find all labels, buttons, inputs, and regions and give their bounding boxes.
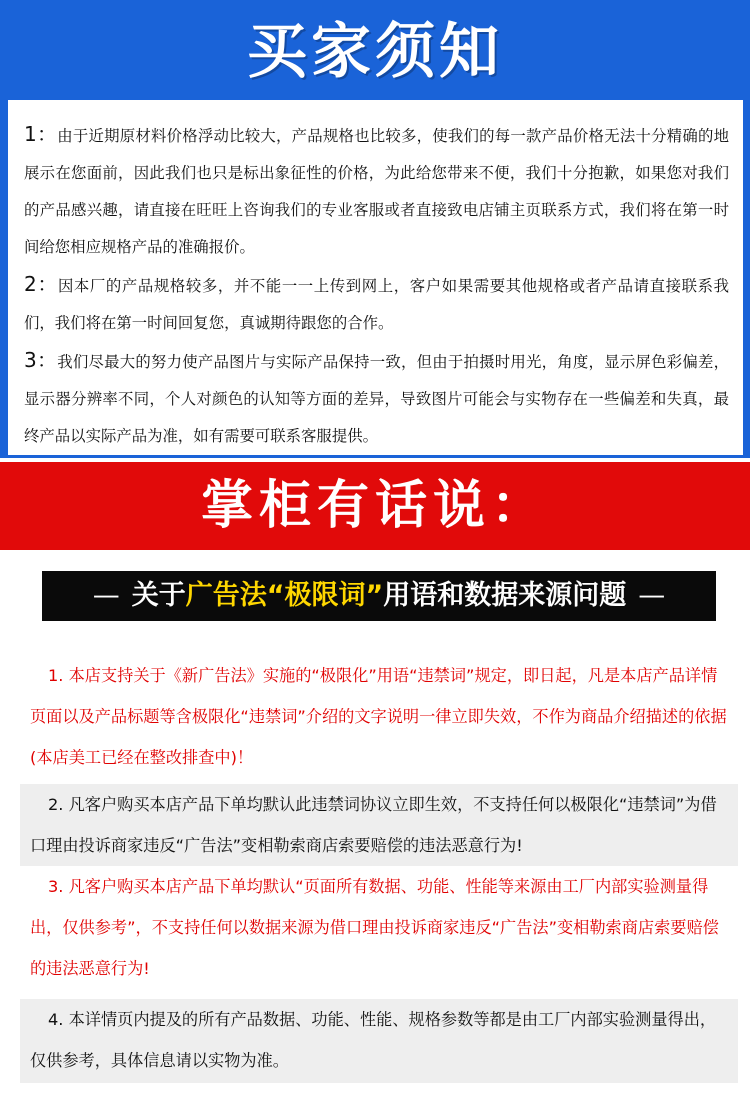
notice-item-1: [24, 116, 729, 266]
notice-item-text: 由于近期原材料价格浮动比较大，产品规格也比较多，使我们的每一款产品价格无法十分精确的地展示在您面前，因此我们也只是标出象征性的价格，为此给您带来不便，我们十分抱歉，如果您对我们的产品感兴趣，请直接在旺旺上咨询我们的专业客服或者直接致电店铺主页联系方式，我们将在第一时间给您相应规格产品的准确报价。: [24, 127, 729, 256]
subtitle-part-highlight: 广告法“极限词”: [185, 580, 384, 611]
subtitle-part-about: 关于: [131, 580, 186, 611]
ad-law-subtitle-bar: [42, 571, 716, 621]
subtitle-dash-left: —: [92, 580, 120, 611]
rule-item-3: [20, 866, 738, 989]
notice-item-2: [24, 266, 729, 342]
notice-item-text: 我们尽最大的努力使产品图片与实际产品保持一致，但由于拍摄时用光，角度，显示屏色彩偏差，显示器分辨率不同，个人对颜色的认知等方面的差异，导致图片可能会与实物存在一些偏差和失真，最终产品以实际产品为准，如有需要可联系客服提供。: [24, 353, 729, 445]
rule-item-2: [20, 784, 738, 866]
notice-item-3: [24, 342, 729, 455]
rule-item-1: [20, 655, 738, 778]
buyer-notice-section: [0, 0, 750, 462]
notice-item-number: 2：: [24, 272, 58, 296]
shopkeeper-says-banner: [0, 462, 750, 550]
subtitle-dash-right: —: [638, 580, 666, 611]
notice-item-text: 因本厂的产品规格较多，并不能一一上传到网上，客户如果需要其他规格或者产品请直接联系我们，我们将在第一时间回复您，真诚期待跟您的合作。: [24, 277, 729, 332]
rule-text: 1. 本店支持关于《新广告法》实施的“极限化”用语“违禁词”规定，即日起，凡是本店产品详情页面以及产品标题等含极限化“违禁词”介绍的文字说明一律立即失效，不作为商品介绍描述的依据(本店美工已经在整改排查中)！: [30, 666, 727, 767]
shopkeeper-says-title: 掌柜有话说：: [200, 476, 549, 536]
buyer-notice-box: [8, 100, 743, 455]
notice-item-number: 1：: [24, 122, 58, 146]
rule-item-4: [20, 999, 738, 1083]
notice-item-number: 3：: [24, 348, 58, 372]
subtitle-part-topic: 用语和数据来源问题: [383, 580, 627, 611]
rule-text: 3. 凡客户购买本店产品下单均默认“页面所有数据、功能、性能等来源由工厂内部实验测量得出，仅供参考”，不支持任何以数据来源为借口理由投诉商家违反“广告法”变相勒索商店索要赔偿的违法恶意行为!: [30, 877, 719, 978]
rule-text: 2. 凡客户购买本店产品下单均默认此违禁词协议立即生效，不支持任何以极限化“违禁词”为借口理由投诉商家违反“广告法”变相勒索商店索要赔偿的违法恶意行为!: [30, 795, 717, 855]
rule-text: 4. 本详情页内提及的所有产品数据、功能、性能、规格参数等都是由工厂内部实验测量得出，仅供参考，具体信息请以实物为准。: [30, 1010, 717, 1070]
buyer-notice-title: 买家须知: [247, 17, 503, 87]
